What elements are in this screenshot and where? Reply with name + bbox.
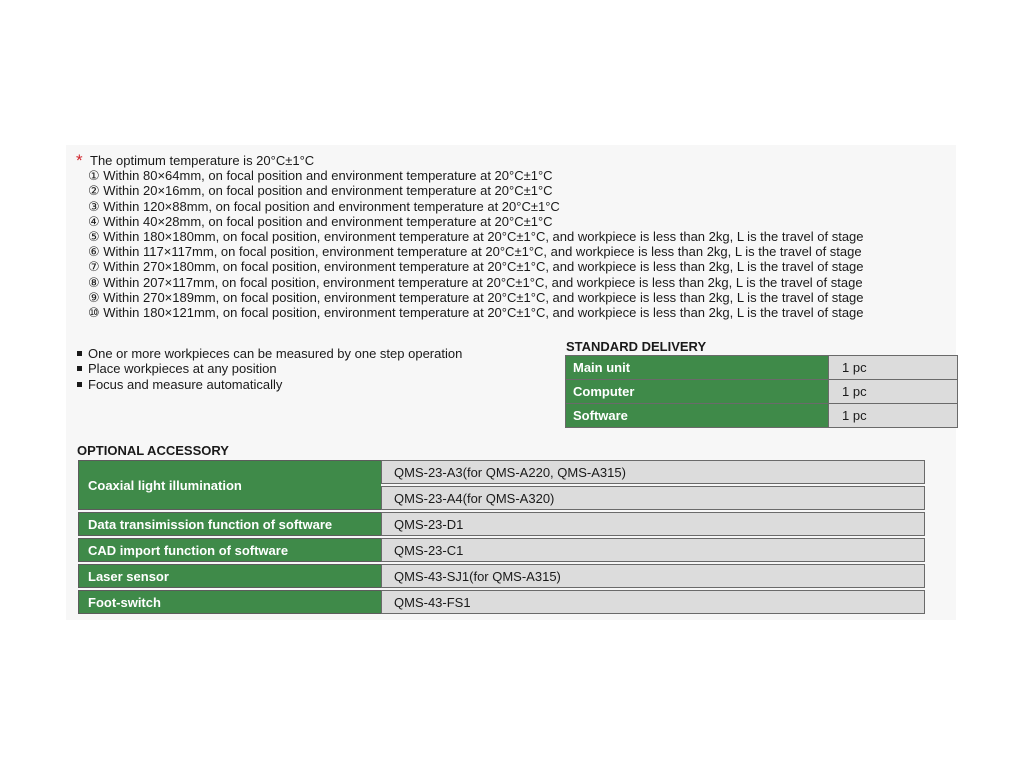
accessory-code: QMS-43-SJ1(for QMS-A315): [381, 564, 925, 588]
feature-item: [77, 377, 462, 392]
feature-list: [77, 346, 462, 392]
accessory-name: CAD import function of software: [78, 538, 381, 562]
note-item: ③ Within 120×88mm, on focal position and environment temperature at 20°C±1°C: [88, 198, 560, 214]
temperature-notes: [76, 153, 864, 320]
accessory-code: QMS-23-A3(for QMS-A220, QMS-A315): [381, 460, 925, 484]
notes-list: [76, 168, 864, 320]
note-item: ① Within 80×64mm, on focal position and environment temperature at 20°C±1°C: [88, 168, 553, 184]
standard-delivery-title: STANDARD DELIVERY: [566, 339, 707, 354]
asterisk-mark: *: [76, 151, 83, 170]
feature-item: [77, 346, 462, 361]
accessory-code: QMS-43-FS1: [381, 590, 925, 614]
delivery-item: Software: [566, 404, 829, 428]
accessory-name: Foot-switch: [78, 590, 381, 614]
accessory-code: QMS-23-C1: [381, 538, 925, 562]
note-item: ② Within 20×16mm, on focal position and environment temperature at 20°C±1°C: [88, 183, 553, 199]
note-item: ⑨ Within 270×189mm, on focal position, environment temperature at 20°C±1°C, and workpiece is less than 2kg, L is the travel of stage: [88, 289, 864, 305]
delivery-qty: 1 pc: [829, 380, 958, 404]
accessory-name: Data transimission function of software: [78, 512, 381, 536]
note-item: ⑤ Within 180×180mm, on focal position, environment temperature at 20°C±1°C, and workpiece is less than 2kg, L is the travel of stage: [88, 229, 864, 245]
note-item: ⑧ Within 207×117mm, on focal position, environment temperature at 20°C±1°C, and workpiece is less than 2kg, L is the travel of stage: [88, 274, 863, 290]
feature-text: One or more workpieces can be measured by one step operation: [88, 346, 463, 361]
table-row: [566, 380, 958, 404]
accessory-code: QMS-23-A4(for QMS-A320): [381, 486, 925, 510]
square-bullet-icon: [77, 351, 82, 356]
feature-text: Focus and measure automatically: [88, 376, 283, 392]
square-bullet-icon: [77, 382, 82, 387]
table-row: [78, 590, 925, 614]
delivery-qty: 1 pc: [829, 404, 958, 428]
note-item: ⑩ Within 180×121mm, on focal position, environment temperature at 20°C±1°C, and workpiece is less than 2kg, L is the travel of stage: [88, 305, 864, 321]
delivery-item: Computer: [566, 380, 829, 404]
note-item: ⑥ Within 117×117mm, on focal position, environment temperature at 20°C±1°C, and workpiece is less than 2kg, L is the travel of stage: [88, 244, 862, 260]
square-bullet-icon: [77, 366, 82, 371]
feature-item: [77, 361, 462, 376]
table-row: [78, 460, 925, 484]
table-row: [566, 404, 958, 428]
table-row: [78, 564, 925, 588]
table-row: [78, 538, 925, 562]
notes-header-text: The optimum temperature is 20°C±1°C: [90, 153, 315, 168]
optional-accessory-table: [78, 460, 925, 614]
table-row: [566, 356, 958, 380]
table-row: [78, 512, 925, 536]
accessory-name: Laser sensor: [78, 564, 381, 588]
feature-text: Place workpieces at any position: [88, 361, 277, 377]
accessory-name: Coaxial light illumination: [78, 460, 381, 510]
notes-header: [76, 153, 864, 168]
note-item: ④ Within 40×28mm, on focal position and environment temperature at 20°C±1°C: [88, 213, 553, 229]
delivery-qty: 1 pc: [829, 356, 958, 380]
note-item: ⑦ Within 270×180mm, on focal position, environment temperature at 20°C±1°C, and workpiece is less than 2kg, L is the travel of stage: [88, 259, 864, 275]
optional-accessory-title: OPTIONAL ACCESSORY: [77, 443, 229, 458]
accessory-code: QMS-23-D1: [381, 512, 925, 536]
delivery-item: Main unit: [566, 356, 829, 380]
standard-delivery-table: [565, 355, 958, 428]
